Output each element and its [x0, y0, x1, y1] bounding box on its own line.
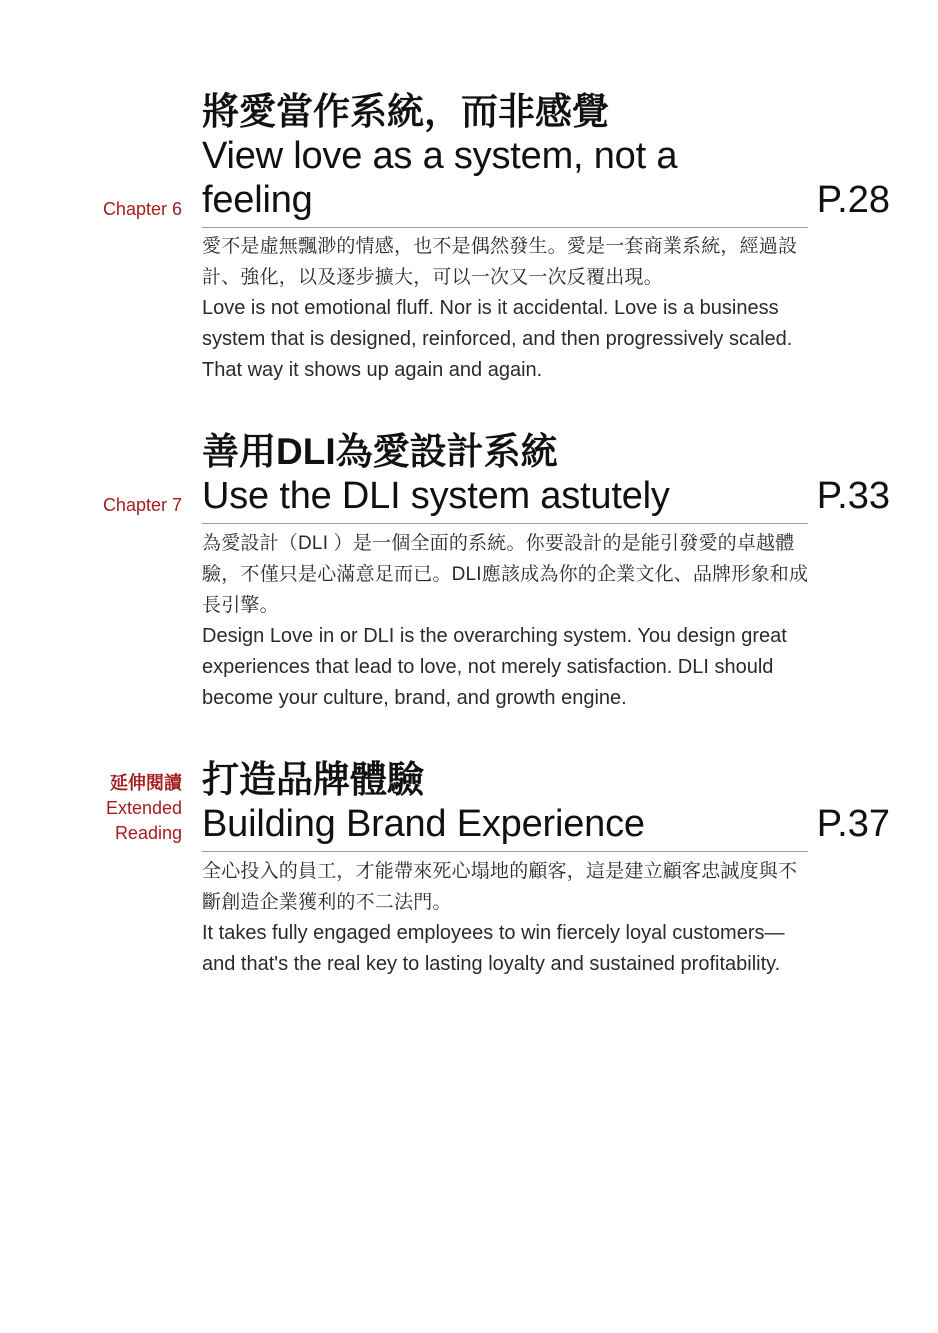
description-zh: 全心投入的員工，才能帶來死心塌地的顧客，這是建立顧客忠誠度與不斷創造企業獲利的不二法門。: [202, 861, 798, 913]
divider: [202, 227, 808, 228]
chapter-description: [202, 528, 812, 714]
description-zh: 為愛設計（DLI ）是一個全面的系統。你要設計的是能引發愛的卓越體驗，不僅只是心滿意足而已。DLI應該成為你的企業文化、品牌形象和成長引擎。: [202, 533, 809, 616]
page-number: P.33: [816, 475, 890, 517]
description-en: Design Love in or DLI is the overarching system. You design great experiences that lead to love, not merely satisfaction. DLI should become your culture, brand, and growth engine.: [202, 625, 787, 709]
divider: [202, 523, 808, 524]
chapter-label: Chapter 7: [102, 495, 182, 515]
chapter-title-en-line-1: View love as a system, not a: [202, 135, 678, 177]
chapter-title-zh: 將愛當作系統，而非感覺: [202, 91, 609, 132]
chapter-description: [202, 231, 812, 386]
extended-reading-label-en-2: Reading: [114, 823, 182, 843]
extended-reading-label-zh: 延伸閱讀: [110, 773, 182, 793]
chapter-title-zh: 打造品牌體驗: [202, 759, 424, 800]
chapter-title: [202, 758, 808, 846]
chapter-title-zh: 善用DLI為愛設計系統: [202, 431, 558, 472]
chapter-title: [202, 90, 808, 222]
chapter-description: [202, 856, 812, 980]
chapter-label: Chapter 6: [102, 199, 182, 219]
extended-reading-label-en-1: Extended: [105, 798, 182, 818]
chapter-title: [202, 430, 808, 518]
description-en: It takes fully engaged employees to win fiercely loyal customers—and that's the real key to lasting loyalty and sustained profitability.: [202, 922, 785, 975]
chapter-title-en: Use the DLI system astutely: [202, 475, 670, 517]
divider: [202, 851, 808, 852]
description-en: Love is not emotional fluff. Nor is it accidental. Love is a business system that is designed, reinforced, and then progressively scaled. That way it shows up again and again.: [202, 297, 793, 381]
chapter-title-en: Building Brand Experience: [202, 803, 645, 845]
description-zh: 愛不是虛無飄渺的情感，也不是偶然發生。愛是一套商業系統，經過設計、強化，以及逐步擴大，可以一次又一次反覆出現。: [202, 236, 798, 288]
page-number: P.28: [816, 179, 890, 221]
page-number: P.37: [816, 803, 890, 845]
chapter-title-en-line-2: feeling: [202, 179, 313, 221]
